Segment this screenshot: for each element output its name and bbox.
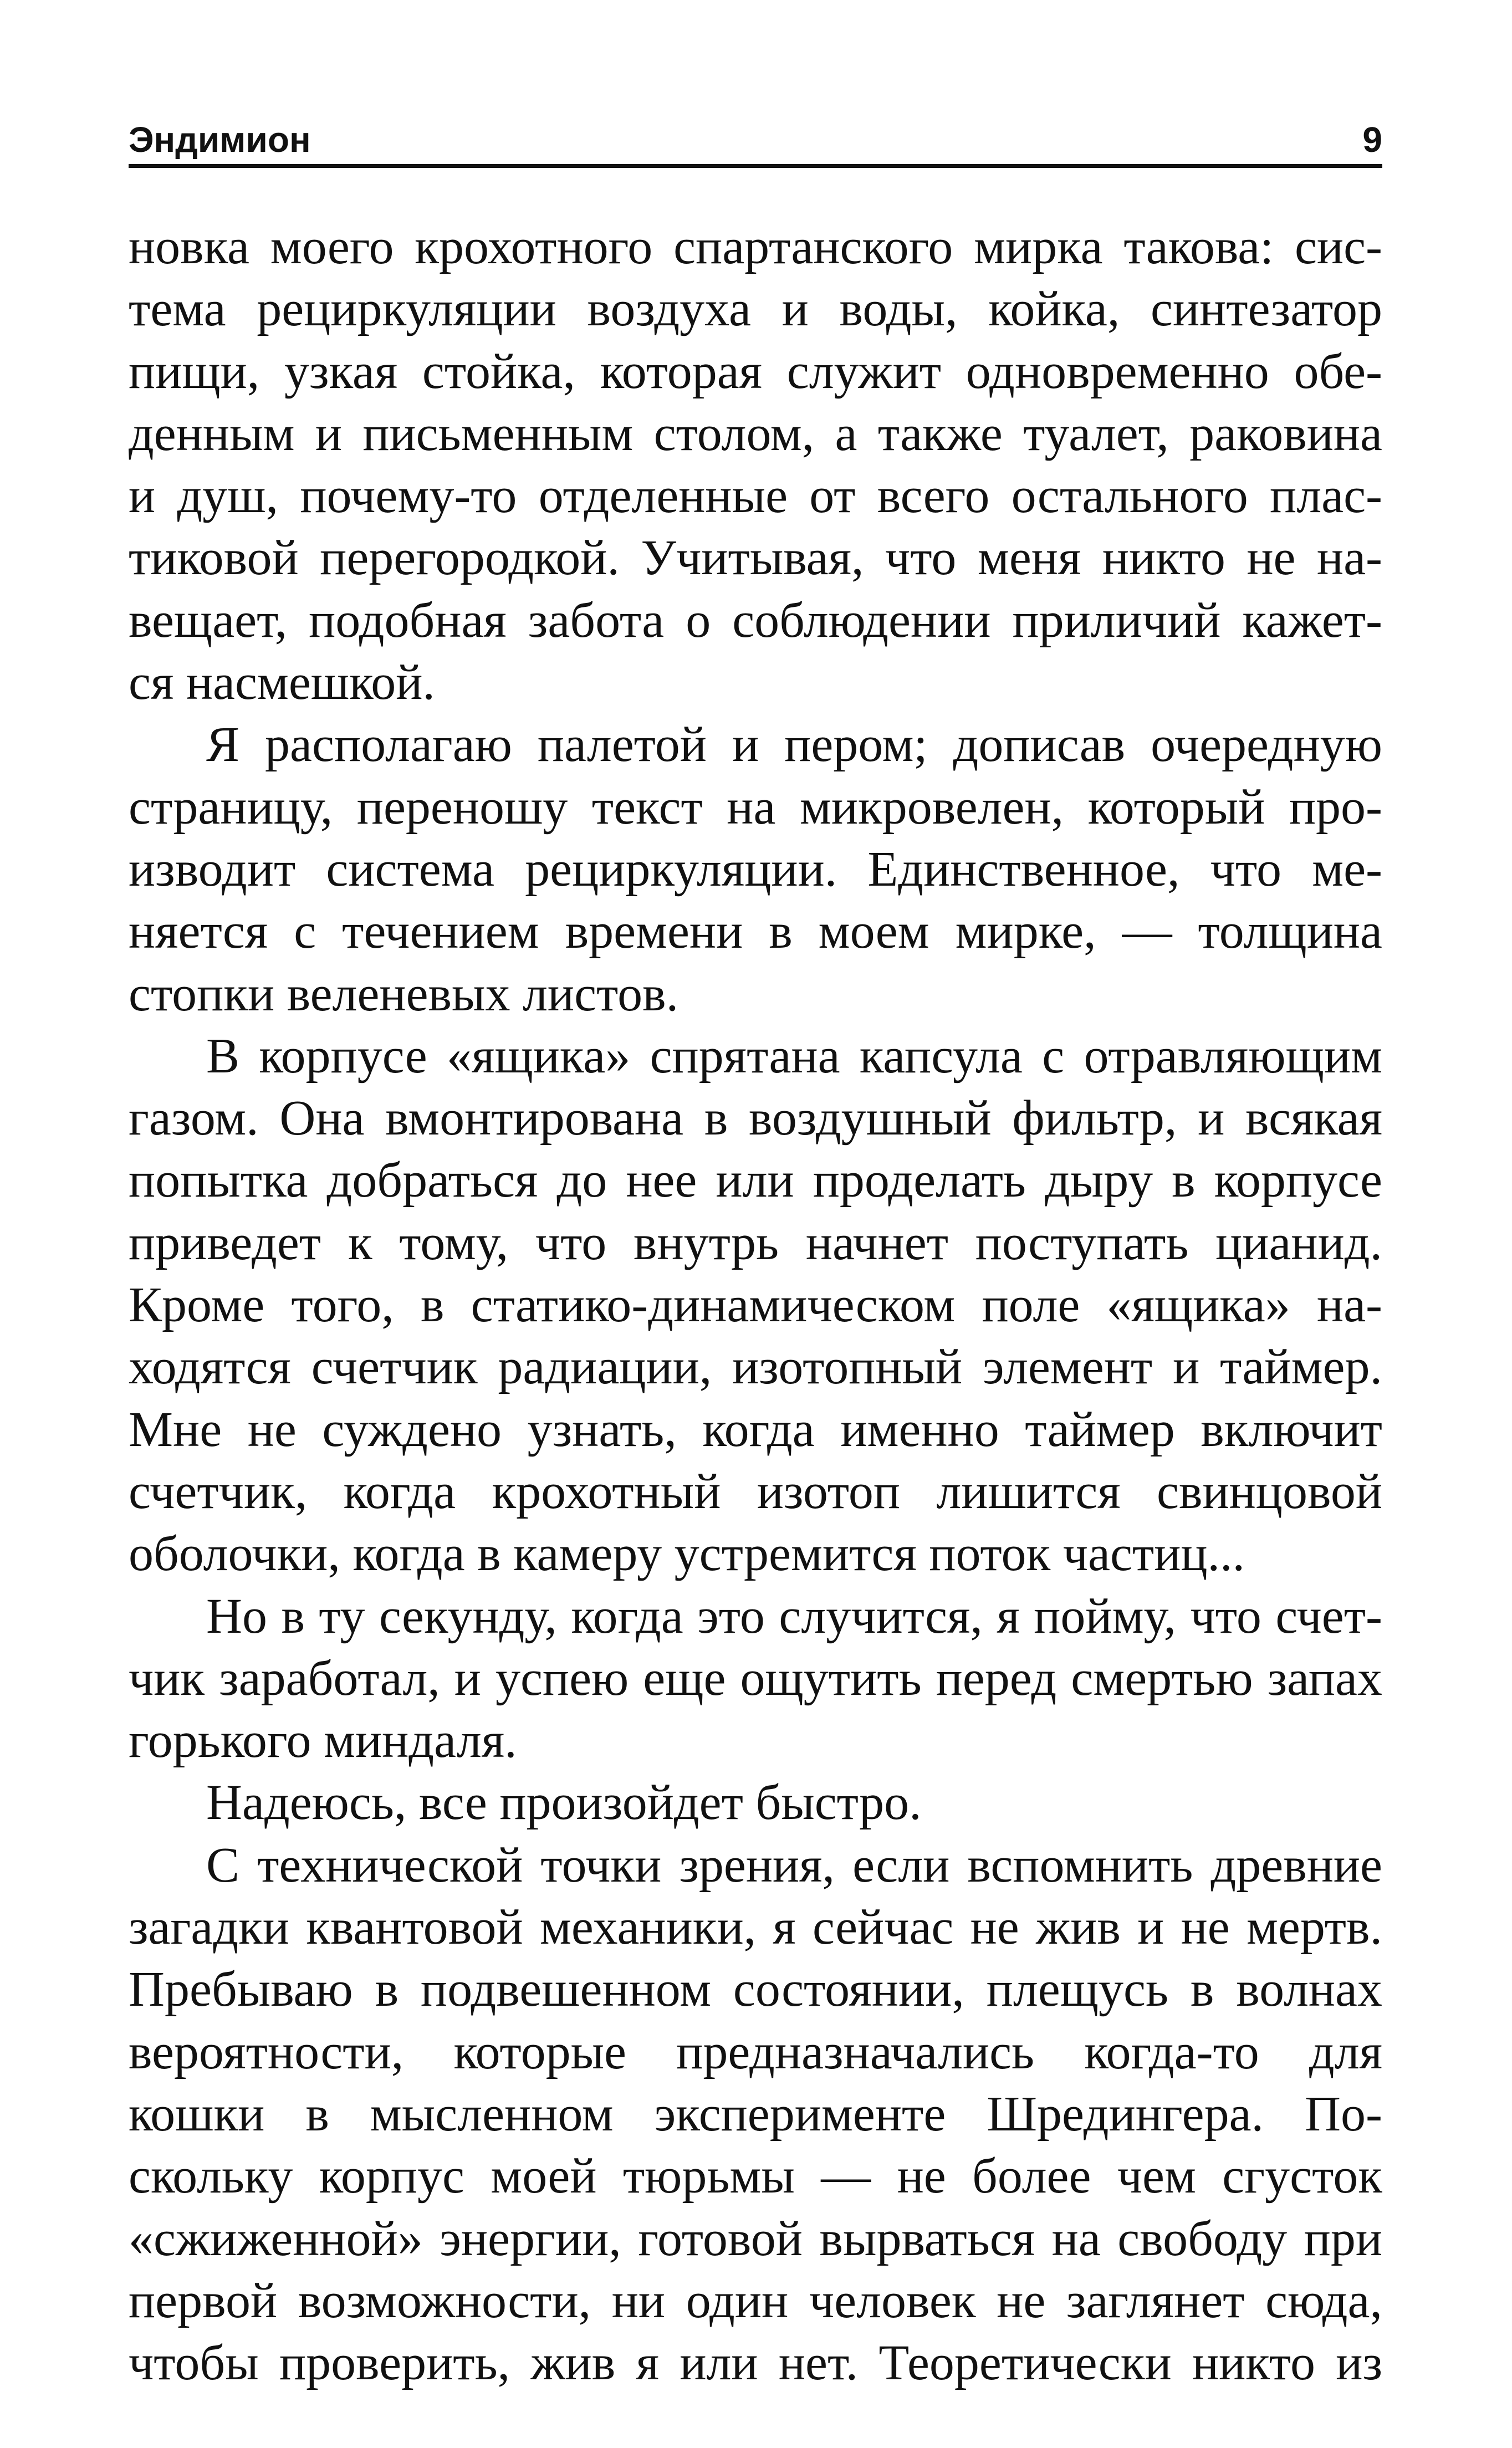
text-line: кошки в мысленном эксперименте Шредингера. По- <box>129 2086 1382 2142</box>
text-line: Я располагаю палетой и пером; дописав очередную <box>206 717 1382 773</box>
paragraph <box>129 1772 1382 1834</box>
paragraph <box>129 1025 1382 1586</box>
text-line: ся насмешкой. <box>129 655 435 711</box>
text-line: приведет к тому, что внутрь начнет поступать цианид. <box>129 1215 1382 1270</box>
paragraph <box>129 1834 1382 2395</box>
text-line: газом. Она вмонтирована в воздушный фильтр, и всякая <box>129 1091 1382 1146</box>
text-line: тема рециркуляции воздуха и воды, койка, синтезатор <box>129 282 1382 337</box>
text-line: и душ, почему-то отделенные от всего остального плас- <box>129 468 1382 524</box>
text-line: вероятности, которые предназначались когда-то для <box>129 2024 1382 2079</box>
text-line: В корпусе «ящика» спрятана капсула с отравляющим <box>206 1028 1382 1084</box>
text-line: чтобы проверить, жив я или нет. Теоретически никто из <box>129 2335 1382 2391</box>
paragraph <box>129 216 1382 714</box>
text-line: денным и письменным столом, а также туалет, раковина <box>129 406 1382 461</box>
text-line: попытка добраться до нее или проделать дыру в корпусе <box>129 1153 1382 1208</box>
text-line: «сжиженной» энергии, готовой вырваться на свободу при <box>129 2211 1382 2266</box>
text-line: пищи, узкая стойка, которая служит одновременно обе- <box>129 344 1382 399</box>
text-line: горького миндаля. <box>129 1713 517 1769</box>
text-line: Кроме того, в статико-динамическом поле «ящика» на- <box>129 1277 1382 1333</box>
text-line: Но в ту секунду, когда это случится, я пойму, что счет- <box>206 1588 1382 1644</box>
text-line: тиковой перегородкой. Учитывая, что меня никто не на- <box>129 530 1382 586</box>
text-line: изводит система рециркуляции. Единственное, что ме- <box>129 841 1382 897</box>
page-number: 9 <box>1362 120 1382 160</box>
text-line: чик заработал, и успею еще ощутить перед смертью запах <box>129 1650 1382 1706</box>
text-line: Надеюсь, все произойдет быстро. <box>206 1775 922 1831</box>
text-line: вещает, подобная забота о соблюдении приличий кажет- <box>129 592 1382 648</box>
paragraph <box>129 714 1382 1025</box>
text-line: С технической точки зрения, если вспомнить древние <box>206 1837 1382 1893</box>
text-line: Мне не суждено узнать, когда именно таймер включит <box>129 1402 1382 1457</box>
text-line: первой возможности, ни один человек не заглянет сюда, <box>129 2273 1382 2328</box>
text-line: стопки веленевых листов. <box>129 966 679 1021</box>
text-line: загадки квантовой механики, я сейчас не жив и не мертв. <box>129 1900 1382 1955</box>
text-line: Пребываю в подвешенном состоянии, плещусь в волнах <box>129 1962 1382 2017</box>
text-line: оболочки, когда в камеру устремится поток частиц... <box>129 1526 1245 1582</box>
text-line: няется с течением времени в моем мирке, — толщина <box>129 904 1382 959</box>
text-line: скольку корпус моей тюрьмы — не более чем сгусток <box>129 2149 1382 2204</box>
text-line: страницу, переношу текст на микровелен, который про- <box>129 779 1382 835</box>
text-line: ходятся счетчик радиации, изотопный элемент и таймер. <box>129 1340 1382 1395</box>
running-title: Эндимион <box>129 120 311 160</box>
body-text <box>129 216 1382 2394</box>
paragraph <box>129 1586 1382 1772</box>
text-line: новка моего крохотного спартанского мирка такова: сис- <box>129 219 1382 274</box>
running-header <box>129 111 1382 168</box>
text-line: счетчик, когда крохотный изотоп лишится свинцовой <box>129 1464 1382 1519</box>
